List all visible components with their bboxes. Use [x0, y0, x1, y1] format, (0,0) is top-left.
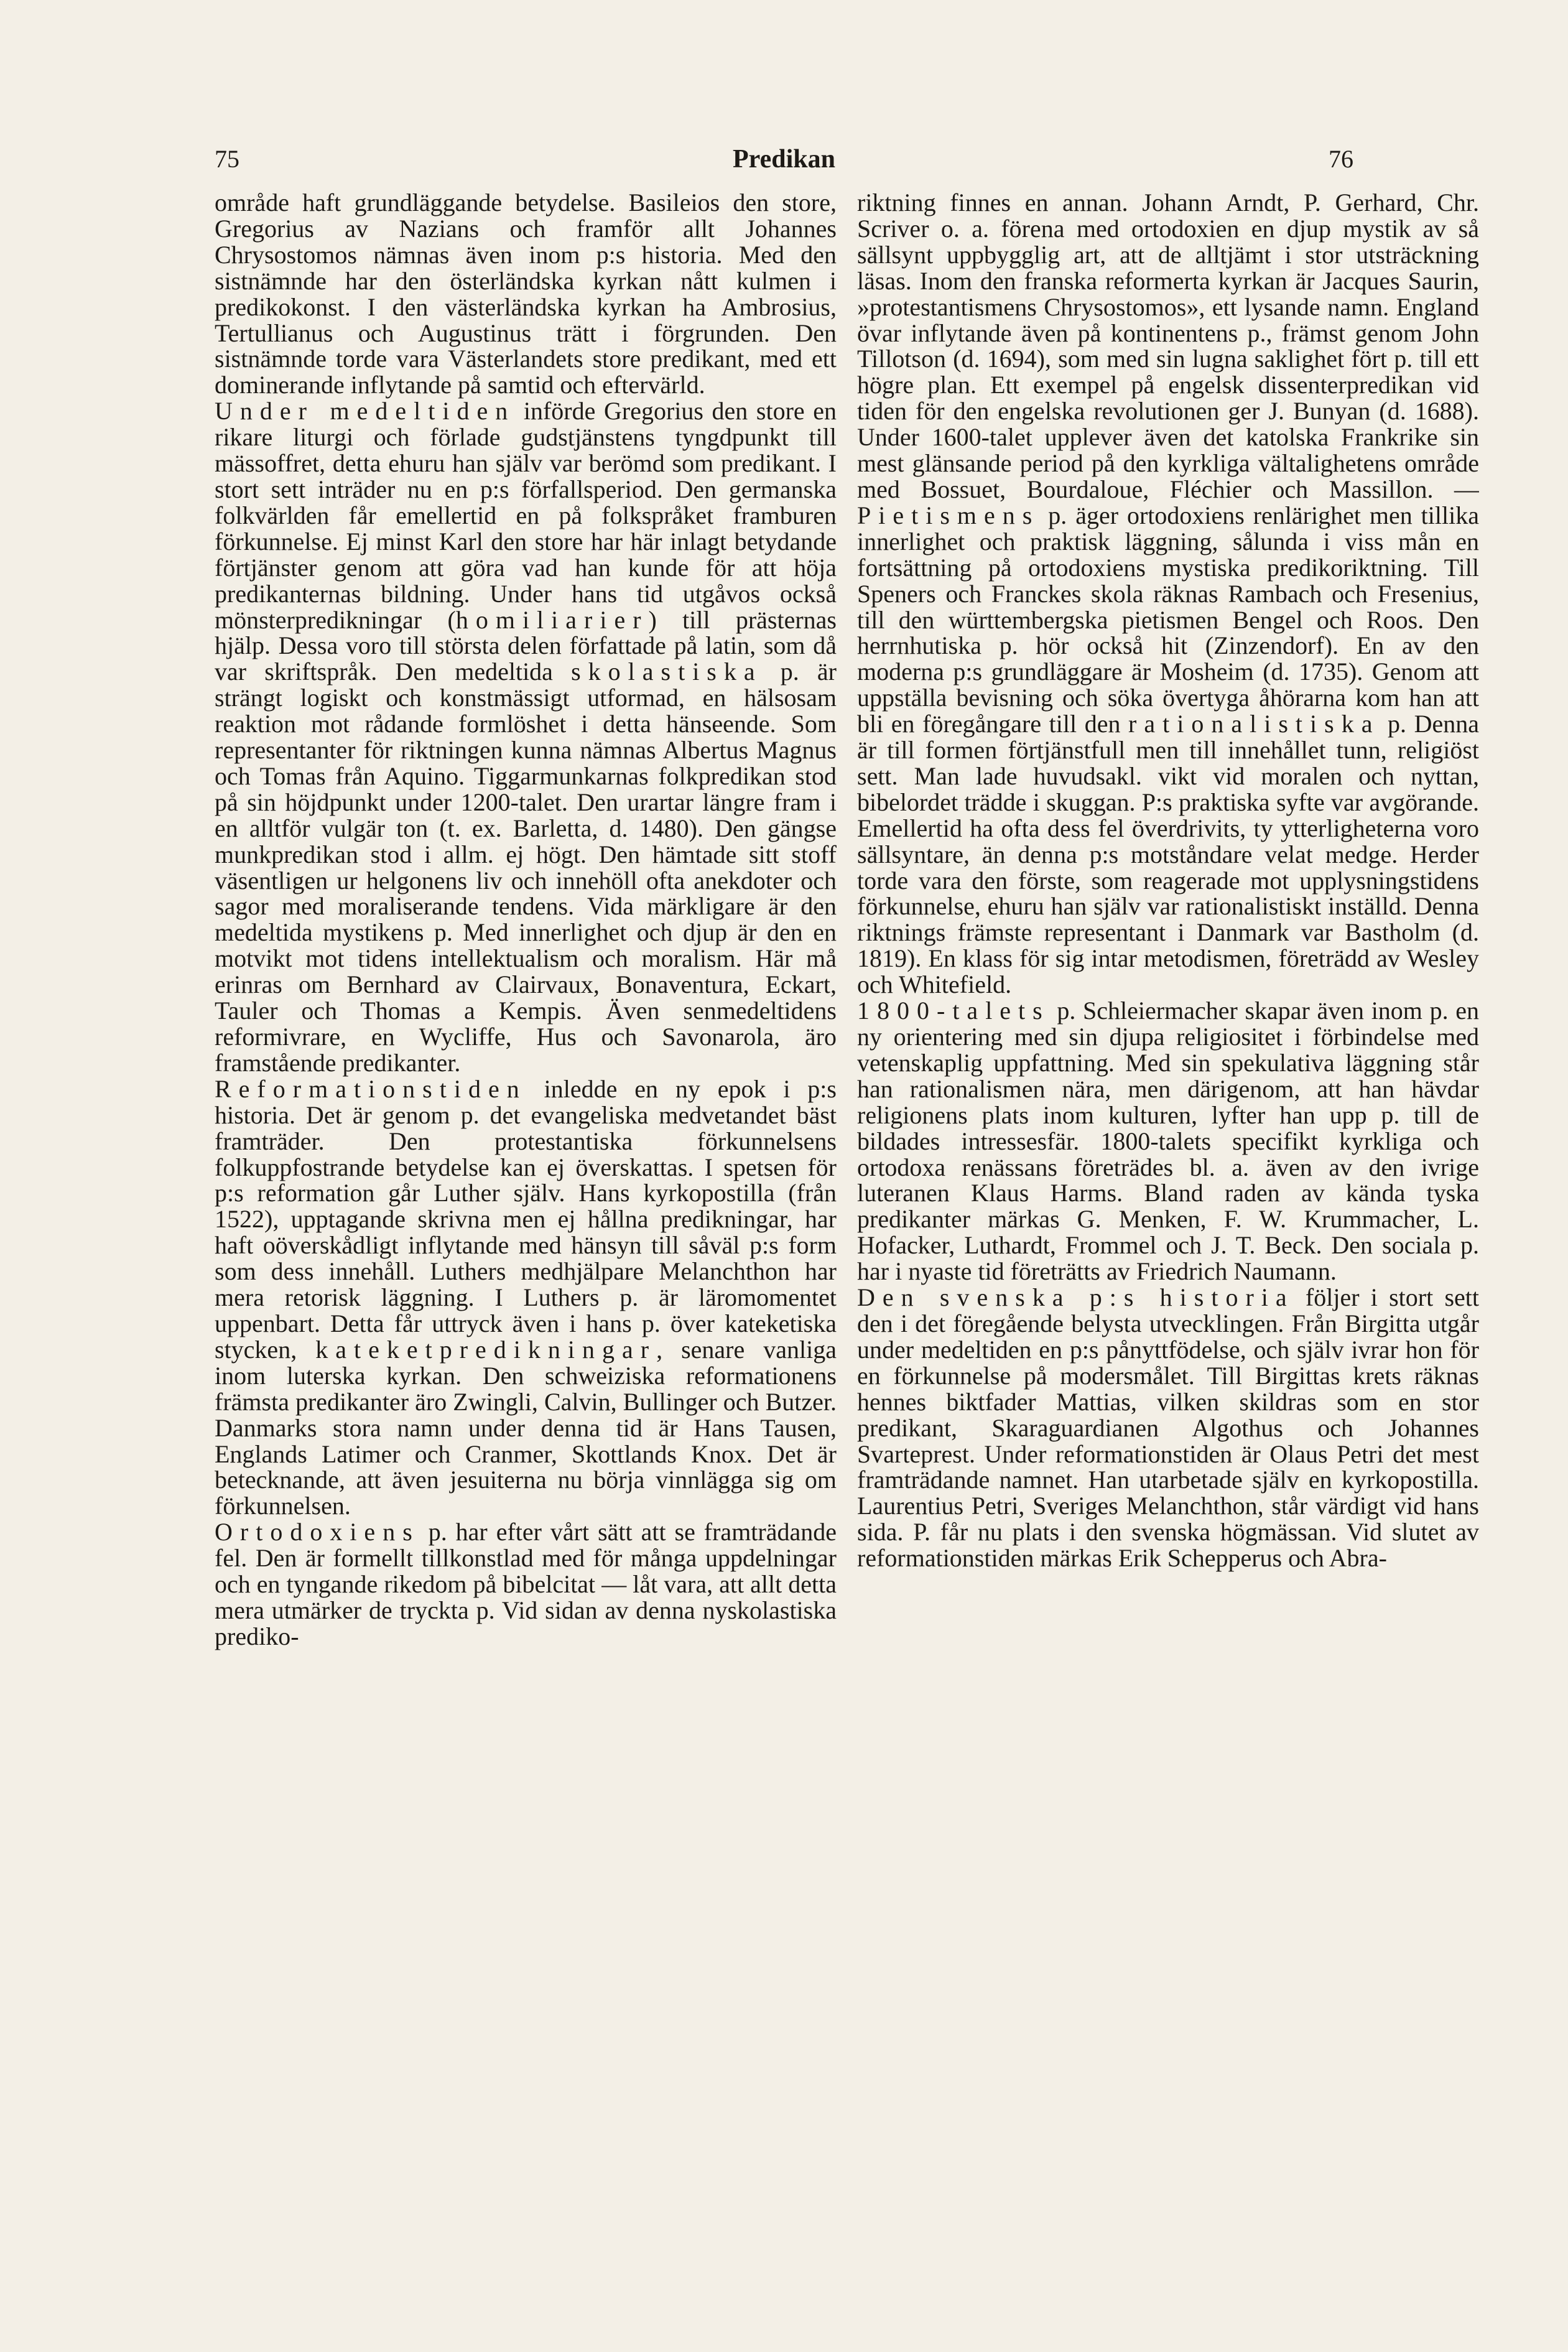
paragraph-1800-talets — [857, 998, 1479, 1285]
running-header — [215, 144, 1353, 182]
paragraph-text: införde Gregorius den store en rikare liturgi och förlade gudstjänstens tyngdpunkt till mässoffret, detta ehuru han själv var berömd som predikant. I stort sett inträder nu en p:s förfallsperiod. Den germanska folkvärlden får emellertid en på folkspråket framburen förkunnelse. Ej minst Karl den store har här inlagt betydande förtjänster genom att göra vad han kunde för att höja predikanternas bildning. Under hans tid utgåvos också mönsterpredikningar ( — [215, 397, 837, 634]
paragraph-text: p. Schleiermacher skapar även inom p. en ny orientering med sin djupa religiositet i förbindelse med vetenskaplig uppfattning. Med sin spekulativa läggning står han rationalismen nära, men därigenom, att han hävdar religionens plats inom kulturen, lyfter han upp p. till de bildades intressesfär. 1800-talets specifikt kyrkliga och ortodoxa renässans företrädes bl. a. även av den ivrige luteranen Klaus Harms. Bland raden av kända tyska predikanter märkas G. Menken, F. W. Krummacher, L. Hofacker, Luthardt, Frommel och J. T. Beck. Den sociala p. har i nyaste tid företrätts av Friedrich Naumann. — [857, 997, 1479, 1286]
paragraph-medeltiden — [215, 398, 837, 1076]
paragraph-svenska — [857, 1285, 1479, 1571]
spaced-keyword: rationalistiska — [1128, 710, 1380, 738]
paragraph-text: ) till prästernas hjälp. Dessa voro till största delen författade på latin, som då var skriftspråk. Den medeltida — [215, 605, 837, 686]
spaced-keyword: Pietismens — [857, 501, 1040, 529]
paragraph-text: riktning finnes en annan. Johann Arndt, P. Gerhard, Chr. Scriver o. a. förena med ortodoxien en djup mystik av så sällsynt uppbygglig art, att de alltjämt i stor utsträckning läsas. Inom den franska reformerta kyrkan är Jacques Saurin, »protestantismens Chrysostomos», ett lysande namn. England övar inflytande även på kontinentens p., främst genom John Tillotson (d. 1694), som med sin lugna saklighet fört p. till ett högre plan. Ett exempel på engelsk dissenterpredikan vid tiden för den engelska revolutionen ger J. Bunyan (d. 1688). Under 1600-talet upplever även det katolska Frankrike sin mest glänsande period på den kyrkliga vältalighetens område med Bossuet, Bourdaloue, Fléchier och Massillon. — — [857, 190, 1479, 503]
paragraph-text: område haft grundläggande betydelse. Basileios den store, Gregorius av Nazians och framför allt Johannes Chrysostomos nämnas även inom p:s historia. Med den sistnämnde har den österländska kyrkan nått kulmen i predikokonst. I den västerländska kyrkan ha Ambrosius, Tertullianus och Augustinus trätt i förgrunden. Den sistnämnde torde vara Västerlandets store predikant, med ett dominerande inflytande på samtid och eftervärld. — [215, 190, 837, 399]
paragraph-reformationstiden — [215, 1076, 837, 1519]
spaced-keyword: Reformationstiden — [215, 1074, 527, 1103]
left-column — [215, 190, 837, 2243]
paragraph-text: p. har efter vårt sätt att se framträdande fel. Den är formellt tillkonstlad med för många uppdelningar och en tyngande rikedom på bibelcitat — låt vara, att allt detta mera utmärker de tryckta p. Vid sidan av denna nyskolastiska prediko- — [215, 1518, 837, 1650]
paragraph — [215, 190, 837, 398]
running-title: Predikan — [733, 145, 835, 174]
paragraph-text: p. äger ortodoxiens renlärighet men tillika innerlighet och praktisk läggning, sålunda i viss mån en fortsättning på ortodoxiens mystiska predikoriktning. Till Speners och Franckes skola räknas Rambach och Fresenius, till den württembergska pietismen Bengel och Roos. Den herrnhutiska p. hör också hit (Zinzendorf). En av den moderna p:s grundläggare är Mosheim (d. 1735). Genom att uppställa bevisning och söka övertyga åhörarna kom han att bli en föregångare till den — [857, 501, 1479, 738]
paragraph-text: följer i stort sett den i det föregående belysta utvecklingen. Från Birgitta utgår under medeltiden en p:s pånyttfödelse, och själv ivrar hon för en förkunnelse på modersmålet. Till Birgittas krets räknas hennes biktfader Mattias, vilken skildras som en stor predikant, Skaraguardianen Algothus och Johannes Svarteprest. Under reformationstiden är Olaus Petri det mest framträdande namnet. Han utarbetade själv en kyrkopostilla. Laurentius Petri, Sveriges Melanchthon, står värdigt vid hans sida. P. får nu plats i den svenska högmässan. Vid slutet av reformationstiden märkas Erik Schepperus och Abra- — [857, 1283, 1479, 1573]
page-number-right: 76 — [1329, 145, 1353, 173]
spaced-keyword: 1800-talets — [857, 997, 1050, 1025]
paragraph-text: p. är strängt logiskt och konstmässigt utformad, en hälsosam reaktion mot rådande formlöshet i detta hänseende. Som representanter för riktningen kunna nämnas Albertus Magnus och Tomas från Aquino. Tiggarmunkarnas folkpredikan stod på sin höjdpunkt under 1200-talet. Den urartar längre fram i en alltför vulgär ton (t. ex. Barletta, d. 1480). Den gängse munkpredikan stod i allm. ej högt. Den hämtade sitt stoff väsentligen ur helgonens liv och innehöll ofta anekdoter och sagor med moraliserande tendens. Vida märkligare är den medeltida mystikens p. Med innerlighet och djup är den en motvikt mot tidens intellektualism och moralism. Här må erinras om Bernhard av Clairvaux, Bonaventura, Eckart, Tauler och Thomas a Kempis. Även senmedeltidens reformivrare, en Wycliffe, Hus och Savonarola, äro framstående predikanter. — [215, 658, 837, 1077]
paragraph-text: inledde en ny epok i p:s historia. Det är genom p. det evangeliska medvetandet bäst framträder. Den protestantiska förkunnelsens folkuppfostrande betydelse kan ej överskattas. I spetsen för p:s reformation går Luther själv. Hans kyrkopostilla (från 1522), upptagande skrivna men ej hållna predikningar, har haft oöverskådligt inflytande med hänsyn till såväl p:s form som dess innehåll. Luthers medhjälpare Melanchthon har mera retorisk läggning. I Luthers p. är läromomentet uppenbart. Detta får uttryck även i hans p. över kateketiska stycken, — [215, 1074, 837, 1364]
spaced-keyword: Under medeltiden — [215, 397, 516, 425]
paragraph-text: p. Denna är till formen förtjänstfull men till innehållet tunn, religiöst sett. Man lade huvudsakl. vikt vid moralen och nyttan, bibelordet trädde i skuggan. P:s praktiska syfte var avgörande. Emellertid ha ofta dess fel överdrivits, ty ytterligheterna voro sällsyntare, än denna p:s motståndare velat medge. Herder torde vara den förste, som reagerade mot upplysningstidens förkunnelse, ehuru han själv var rationalistiskt inställd. Denna riktnings främste representant i Danmark var Bastholm (d. 1819). En klass för sig intar metodismen, företrädd av Wesley och Whitefield. — [857, 710, 1479, 999]
spaced-keyword: skolastiska — [571, 658, 763, 686]
spaced-keyword: Ortodoxiens — [215, 1518, 420, 1546]
spaced-keyword: Den svenska p:s historia — [857, 1283, 1294, 1312]
paragraph-text: , senare vanliga inom luterska kyrkan. Den schweiziska reformationens främsta predikanter äro Zwingli, Calvin, Bullinger och Butzer. Danmarks stora namn under denna tid är Hans Tausen, Englands Latimer och Cranmer, Skottlands Knox. Det är betecknande, att även jesuiterna nu börja vinnlägga sig om förkunnelsen. — [215, 1335, 837, 1520]
page-number-left: 75 — [215, 145, 239, 173]
right-column — [857, 190, 1479, 2243]
spaced-keyword: homiliarier — [455, 605, 649, 634]
spaced-keyword: kateketpredikningar — [315, 1335, 657, 1364]
paragraph — [857, 190, 1479, 998]
paragraph-ortodoxiens — [215, 1519, 837, 1650]
